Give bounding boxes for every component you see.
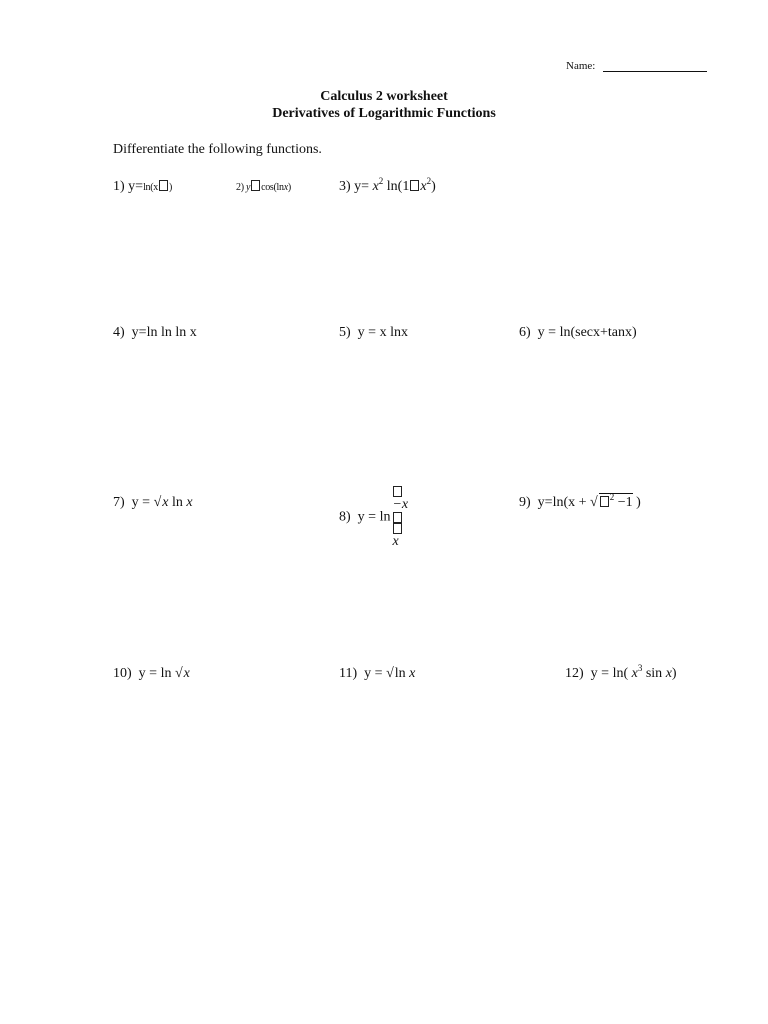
superscript: 2 [609, 492, 615, 502]
name-blank-line [603, 60, 707, 72]
missing-glyph-box [393, 523, 402, 534]
name-field [566, 60, 707, 72]
radicand: $^2$ −1 [599, 493, 633, 510]
problem-11: 11) y = √ln x [339, 666, 416, 681]
fraction-denominator: x [392, 512, 408, 549]
problem-10: 10) y = ln √x [113, 666, 190, 681]
worksheet-subtitle: Derivatives of Logarithmic Functions [272, 106, 496, 121]
problem-2: 2) y cos(lnx) [236, 182, 291, 193]
sqrt-symbol: √ [153, 495, 162, 510]
missing-glyph-box [410, 180, 419, 191]
problem-4: 4) y=ln ln ln x [113, 325, 197, 340]
problem-7: 7) y = √x ln x [113, 495, 193, 510]
missing-glyph-box [600, 496, 609, 507]
problem-5: 5) y = x lnx [339, 325, 408, 340]
sqrt-symbol: √ [174, 666, 183, 681]
name-label: Name: [566, 60, 596, 72]
sqrt-symbol: √ [386, 666, 394, 681]
instructions: Differentiate the following functions. [113, 142, 322, 157]
fraction-numerator: −x [392, 486, 408, 512]
worksheet-title: Calculus 2 worksheet [320, 89, 448, 104]
problem-3: 3) $y= x^2$ ln(1 $x^2$) [339, 176, 436, 194]
problem-12: 12) y = ln( $x^3$ sin x) [565, 663, 677, 681]
problem-1: 1) y=ln(x ) [113, 179, 173, 194]
missing-glyph-box [159, 180, 168, 191]
fraction [392, 486, 408, 549]
missing-glyph-box [393, 512, 402, 523]
problem-8: 8) y = ln −x x [339, 486, 408, 549]
sqrt-symbol: √ [590, 495, 598, 510]
missing-glyph-box [393, 486, 402, 497]
problem-9: 9) y=ln(x + √ $^2$ −1 ) [519, 492, 641, 510]
missing-glyph-box [251, 180, 260, 191]
problem-6: 6) y = ln(secx+tanx) [519, 325, 637, 340]
